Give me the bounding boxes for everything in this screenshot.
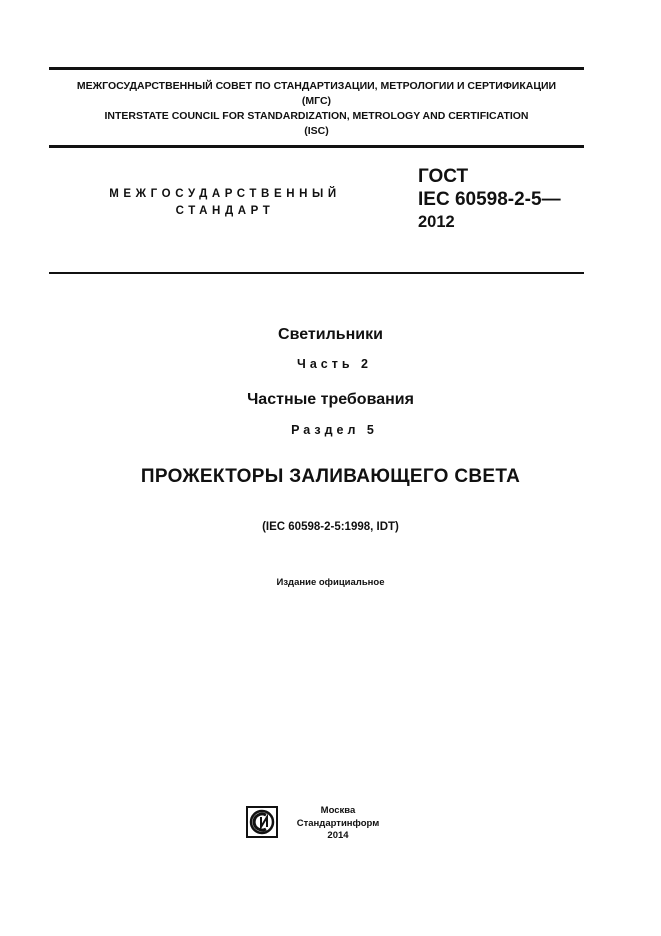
publisher-info	[293, 805, 383, 843]
edition-note: Издание официальное	[276, 577, 385, 588]
document-title: Светильники	[278, 326, 383, 343]
standard-designation	[418, 165, 561, 234]
iec-reference: (IEC 60598-2-5:1998, IDT)	[262, 521, 399, 533]
designation-year: 2012	[418, 213, 455, 231]
standard-type	[96, 186, 354, 220]
standard-type-line1: МЕЖГОСУДАРСТВЕННЫЙ	[109, 188, 341, 200]
standartinform-logo-icon	[246, 806, 278, 838]
standard-type-line2: СТАНДАРТ	[175, 205, 275, 217]
publisher-year: 2014	[327, 830, 349, 841]
part-title: Частные требования	[247, 391, 414, 408]
part-label: Часть 2	[297, 357, 372, 371]
middle-rule	[49, 145, 584, 148]
council-name-ru: МЕЖГОСУДАРСТВЕННЫЙ СОВЕТ ПО СТАНДАРТИЗАЦИИ, МЕТРОЛОГИИ И СЕРТИФИКАЦИИ	[76, 80, 557, 92]
designation-number: IEC 60598-2-5—	[418, 189, 561, 210]
lower-rule	[49, 272, 584, 274]
publisher-city: Москва	[320, 805, 356, 816]
section-label: Раздел 5	[291, 423, 378, 437]
section-title: ПРОЖЕКТОРЫ ЗАЛИВАЮЩЕГО СВЕТА	[140, 466, 521, 487]
council-abbr-en: (ISC)	[304, 125, 329, 137]
top-rule	[49, 67, 584, 70]
council-name-en: INTERSTATE COUNCIL FOR STANDARDIZATION, METROLOGY AND CERTIFICATION	[104, 110, 529, 122]
council-abbr-ru: (МГС)	[301, 95, 332, 107]
publisher-name: Стандартинформ	[296, 817, 380, 829]
designation-prefix: ГОСТ	[418, 166, 469, 187]
council-header	[49, 79, 584, 139]
